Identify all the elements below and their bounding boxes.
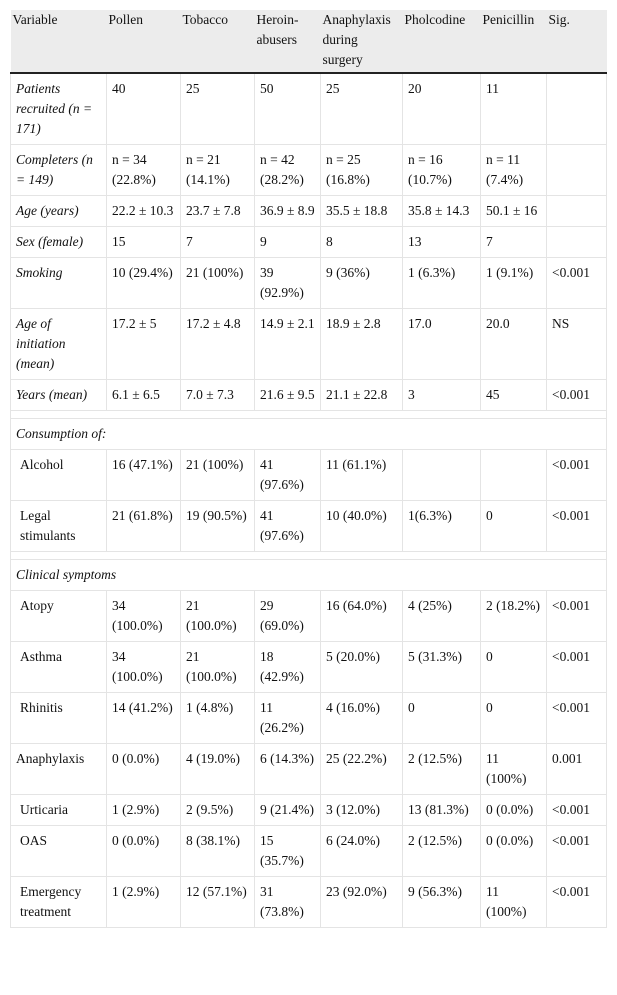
table-cell: <0.001 <box>547 642 607 693</box>
table-row <box>11 196 607 227</box>
row-label: Age of initiation (mean) <box>11 309 107 380</box>
table-cell: <0.001 <box>547 693 607 744</box>
table-cell: 6 (24.0%) <box>321 826 403 877</box>
table-cell: 25 <box>321 73 403 145</box>
table-cell: 12 (57.1%) <box>181 877 255 928</box>
table-cell: 29 (69.0%) <box>255 591 321 642</box>
table-cell: 0 <box>481 501 547 552</box>
spacer-cell <box>11 552 607 560</box>
table-cell: 21.6 ± 9.5 <box>255 380 321 411</box>
table-cell: 5 (31.3%) <box>403 642 481 693</box>
table-cell: 16 (64.0%) <box>321 591 403 642</box>
table-cell: 11 (100%) <box>481 744 547 795</box>
table-cell: 3 <box>403 380 481 411</box>
table-row <box>11 309 607 380</box>
table-cell: 2 (12.5%) <box>403 744 481 795</box>
table-cell: 0 (0.0%) <box>481 795 547 826</box>
table-cell: 23 (92.0%) <box>321 877 403 928</box>
row-label: Emergency treatment <box>11 877 107 928</box>
header-penicillin: Penicillin <box>481 10 547 73</box>
table-cell: <0.001 <box>547 877 607 928</box>
table-cell: 21.1 ± 22.8 <box>321 380 403 411</box>
table-cell: 20 <box>403 73 481 145</box>
row-label: Age (years) <box>11 196 107 227</box>
header-pholcodine: Pholcodine <box>403 10 481 73</box>
table-row <box>11 258 607 309</box>
table-cell: 20.0 <box>481 309 547 380</box>
header-anaphylaxis-surgery: Anaphylaxis during surgery <box>321 10 403 73</box>
row-label: Asthma <box>11 642 107 693</box>
table-cell: 11 <box>481 73 547 145</box>
table-cell: 21 (61.8%) <box>107 501 181 552</box>
section-heading: Clinical symptoms <box>11 560 607 591</box>
table-row <box>11 450 607 501</box>
table-cell: 35.5 ± 18.8 <box>321 196 403 227</box>
table-cell: 50.1 ± 16 <box>481 196 547 227</box>
table-cell: <0.001 <box>547 450 607 501</box>
table-cell: 0.001 <box>547 744 607 795</box>
table-cell: 40 <box>107 73 181 145</box>
row-label: OAS <box>11 826 107 877</box>
data-table <box>10 10 607 928</box>
table-cell: 34 (100.0%) <box>107 642 181 693</box>
section-heading: Consumption of: <box>11 419 607 450</box>
table-cell: 22.2 ± 10.3 <box>107 196 181 227</box>
table-cell: 9 (36%) <box>321 258 403 309</box>
row-label: Sex (female) <box>11 227 107 258</box>
table-cell: 34 (100.0%) <box>107 591 181 642</box>
spacer-row <box>11 411 607 419</box>
row-label: Legal stimulants <box>11 501 107 552</box>
table-cell: 4 (25%) <box>403 591 481 642</box>
table-cell <box>547 227 607 258</box>
table-cell: 3 (12.0%) <box>321 795 403 826</box>
table-cell: 0 (0.0%) <box>107 826 181 877</box>
table-cell: 23.7 ± 7.8 <box>181 196 255 227</box>
table-cell: 17.0 <box>403 309 481 380</box>
table-cell: 50 <box>255 73 321 145</box>
row-label: Alcohol <box>11 450 107 501</box>
table-cell: 4 (16.0%) <box>321 693 403 744</box>
table-cell: <0.001 <box>547 591 607 642</box>
table-cell: <0.001 <box>547 380 607 411</box>
header-pollen: Pollen <box>107 10 181 73</box>
table-cell: 21 (100%) <box>181 258 255 309</box>
table-cell: 2 (12.5%) <box>403 826 481 877</box>
table-cell: 18 (42.9%) <box>255 642 321 693</box>
table-cell: 10 (29.4%) <box>107 258 181 309</box>
table-cell: 31 (73.8%) <box>255 877 321 928</box>
row-label: Completers (n = 149) <box>11 145 107 196</box>
table-row <box>11 744 607 795</box>
table-cell: 1 (6.3%) <box>403 258 481 309</box>
table-cell: <0.001 <box>547 258 607 309</box>
table-cell: 13 <box>403 227 481 258</box>
table-cell: 7 <box>481 227 547 258</box>
table-cell <box>403 450 481 501</box>
table-row <box>11 227 607 258</box>
table-cell: 19 (90.5%) <box>181 501 255 552</box>
table-row <box>11 501 607 552</box>
header-tobacco: Tobacco <box>181 10 255 73</box>
spacer-cell <box>11 411 607 419</box>
table-cell: 0 <box>403 693 481 744</box>
table-cell: 16 (47.1%) <box>107 450 181 501</box>
table-cell: <0.001 <box>547 795 607 826</box>
header-heroin-abusers: Heroin-abusers <box>255 10 321 73</box>
table-cell: <0.001 <box>547 826 607 877</box>
table-cell: 8 (38.1%) <box>181 826 255 877</box>
table-cell <box>547 73 607 145</box>
row-label: Atopy <box>11 591 107 642</box>
table-row <box>11 380 607 411</box>
spacer-row <box>11 552 607 560</box>
row-label: Anaphylaxis <box>11 744 107 795</box>
table-cell: 17.2 ± 5 <box>107 309 181 380</box>
table-cell <box>547 145 607 196</box>
table-row <box>11 877 607 928</box>
table-cell: 21 (100.0%) <box>181 642 255 693</box>
section-row <box>11 560 607 591</box>
table-cell: 21 (100.0%) <box>181 591 255 642</box>
table-cell: 41 (97.6%) <box>255 501 321 552</box>
header-row <box>11 10 607 73</box>
table-cell: 9 (21.4%) <box>255 795 321 826</box>
table-row <box>11 73 607 145</box>
row-label: Rhinitis <box>11 693 107 744</box>
table-cell: 9 <box>255 227 321 258</box>
table-cell: 13 (81.3%) <box>403 795 481 826</box>
table-row <box>11 693 607 744</box>
table-cell: 4 (19.0%) <box>181 744 255 795</box>
table-cell: 1(6.3%) <box>403 501 481 552</box>
table-row <box>11 145 607 196</box>
table-cell: 1 (2.9%) <box>107 795 181 826</box>
table-cell: 2 (18.2%) <box>481 591 547 642</box>
table-cell: 1 (4.8%) <box>181 693 255 744</box>
table-cell: 25 (22.2%) <box>321 744 403 795</box>
header-sig: Sig. <box>547 10 607 73</box>
table-row <box>11 591 607 642</box>
table-cell: 15 (35.7%) <box>255 826 321 877</box>
table-cell: 6 (14.3%) <box>255 744 321 795</box>
table-cell: 11 (61.1%) <box>321 450 403 501</box>
table-cell: n = 42 (28.2%) <box>255 145 321 196</box>
table-cell: 11 (100%) <box>481 877 547 928</box>
table-cell: n = 21 (14.1%) <box>181 145 255 196</box>
table-cell: 6.1 ± 6.5 <box>107 380 181 411</box>
table-cell: 0 <box>481 642 547 693</box>
table-body <box>11 73 607 928</box>
table-cell: 5 (20.0%) <box>321 642 403 693</box>
section-row <box>11 419 607 450</box>
table-cell: 0 <box>481 693 547 744</box>
table-cell: 17.2 ± 4.8 <box>181 309 255 380</box>
table-cell: n = 16 (10.7%) <box>403 145 481 196</box>
table-cell: 7 <box>181 227 255 258</box>
table-cell: 36.9 ± 8.9 <box>255 196 321 227</box>
table-cell: 1 (9.1%) <box>481 258 547 309</box>
row-label: Urticaria <box>11 795 107 826</box>
header-variable: Variable <box>11 10 107 73</box>
table-row <box>11 826 607 877</box>
table-cell: 11 (26.2%) <box>255 693 321 744</box>
row-label: Patients recruited (n = 171) <box>11 73 107 145</box>
table-cell: 14 (41.2%) <box>107 693 181 744</box>
table-cell: 18.9 ± 2.8 <box>321 309 403 380</box>
table-cell: n = 34 (22.8%) <box>107 145 181 196</box>
table-cell: 7.0 ± 7.3 <box>181 380 255 411</box>
table-cell: 45 <box>481 380 547 411</box>
table-cell: NS <box>547 309 607 380</box>
table-cell: 9 (56.3%) <box>403 877 481 928</box>
table-row <box>11 795 607 826</box>
table-cell: 8 <box>321 227 403 258</box>
table-cell: 15 <box>107 227 181 258</box>
row-label: Smoking <box>11 258 107 309</box>
table-cell: 0 (0.0%) <box>481 826 547 877</box>
table-cell <box>547 196 607 227</box>
table-cell: 1 (2.9%) <box>107 877 181 928</box>
table-cell <box>481 450 547 501</box>
table-cell: 41 (97.6%) <box>255 450 321 501</box>
table-cell: 39 (92.9%) <box>255 258 321 309</box>
table-cell: n = 11 (7.4%) <box>481 145 547 196</box>
table-cell: 14.9 ± 2.1 <box>255 309 321 380</box>
row-label: Years (mean) <box>11 380 107 411</box>
table-row <box>11 642 607 693</box>
table-cell: <0.001 <box>547 501 607 552</box>
table-cell: n = 25 (16.8%) <box>321 145 403 196</box>
table-cell: 35.8 ± 14.3 <box>403 196 481 227</box>
table-cell: 25 <box>181 73 255 145</box>
table-cell: 10 (40.0%) <box>321 501 403 552</box>
table-cell: 2 (9.5%) <box>181 795 255 826</box>
table-cell: 0 (0.0%) <box>107 744 181 795</box>
table-cell: 21 (100%) <box>181 450 255 501</box>
